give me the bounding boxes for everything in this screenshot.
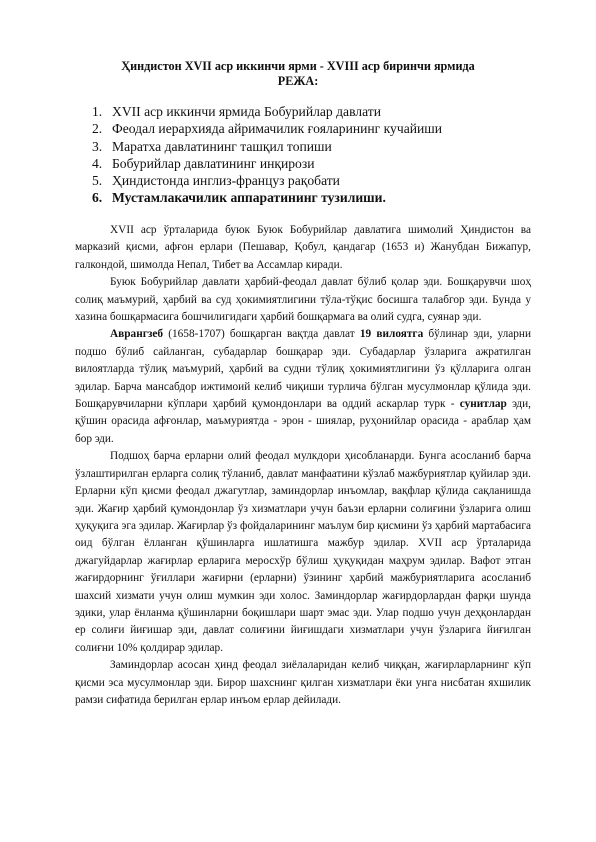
- paragraph-3: [75, 326, 531, 448]
- plan-item-2: [92, 120, 442, 137]
- plan-item-3: [92, 138, 442, 155]
- plan-item-text: Феодал иерархияда айримачилик ғояларининг кучайиши: [112, 121, 443, 137]
- plan-item-text: Мустамлакачилик аппаратининг тузилиши.: [112, 190, 386, 206]
- province-count: 19 вилоятга: [359, 328, 424, 341]
- plan-item-number: 2.: [92, 121, 103, 137]
- title-line-1: Ҳиндистон XVII аср иккинчи ярми - XVIII аср биринчи ярмида: [121, 59, 475, 73]
- term-sunnis: сунитлар: [459, 398, 507, 411]
- paragraph-1: XVII аср ўрталарида буюк Буюк Бобурийлар давлатига шимолий Ҳиндистон ва марказий қисми, афғон ерлари (Пешавар, Қобул, қандагар (1653 и) Жанубдан Бижапур, галкондой, шимолда Непал, Тибет ва Ассамлар киради.: [75, 224, 531, 271]
- plan-item-1: [92, 103, 442, 120]
- plan-item-number: 5.: [92, 173, 103, 189]
- document-body: [75, 222, 531, 709]
- paragraph-2: Буюк Бобурийлар давлати ҳарбий-феодал давлат бўлиб қолар эди. Бошқарувчи шоҳ солиқ маъмурий, ҳарбий ва суд ҳокимиятлигини тўла-тўқис босишга талабгор эди. Бунда у хазина бошқармасига бошчилигидаги ҳарбий бошқармага ва олий судга, суянар эди.: [75, 276, 531, 324]
- plan-item-4: [92, 155, 442, 172]
- plan-item-text: Бобурийлар давлатининг инқирози: [112, 155, 315, 171]
- plan-list: [92, 103, 442, 207]
- plan-item-5: [92, 172, 442, 189]
- paragraph-5: Заминдорлар асосан ҳинд феодал зиёлаларидан келиб чиққан, жағирларларнинг кўп қисми эса мусулмонлар эди. Бирор шахснинг қилган хизматлари ёки унга нисбатан яхшилик рамзи сифатида берилган ерлар инъом ерлар дейилади.: [75, 659, 531, 706]
- paragraph-3-text-b: бўлинар эди, уларни подшо бўлиб сайланган, субадарлар бошқарар эди. Субадарлар ўзларига ажратилган вилоятларда тўлиқ маъмурий, ҳарбий ва судни тўлиқ ҳокимиятлигини ўз қўлларига олган эдилар. Барча мансабдор ижтимоий келиб чиқиши турлича бўлган мусулмонлар қўлида эди. Бошқарувчиларни кўплари ҳарбий қумондонлари ва оддий аскарлар турк -: [75, 328, 532, 411]
- plan-item-number: 6.: [92, 190, 103, 206]
- plan-item-text: XVII аср иккинчи ярмида Бобурийлар давлати: [112, 104, 381, 119]
- document-title: [70, 59, 526, 89]
- plan-item-text: Маратха давлатининг ташқил топиши: [112, 138, 332, 154]
- plan-item-number: 4.: [92, 155, 103, 171]
- title-line-2: [70, 74, 526, 89]
- plan-item-number: 3.: [92, 138, 103, 154]
- name-aurangzeb: Аврангзеб: [110, 328, 164, 341]
- plan-heading: РЕЖА: [277, 74, 315, 88]
- paragraph-3-text-c: эди, қўшин орасида афғонлар, маъмуриятда - эрон - шиялар, руҳонийлар орасида - араблар ҳам бор эди.: [75, 398, 531, 445]
- paragraph-4: Подшоҳ барча ерларни олий феодал мулкдори ҳисобланарди. Бунга асосланиб барча ўзлаштирилган ерларга солиқ тўланиб, давлат манфаатини кўзлаб мажбуриятлар қуйилар эди. Ерларни кўп қисми феодал джагутлар, заминдорлар инъомлар, вақфлар қўлида сақланишда эди. Жағир ҳарбий қумондонлар ўз хизматлари учун баъзи ерларни солиғини ўзларига олиш ҳуқуқига эга эдилар. Жағирлар ўз фойдаларининг маълум бир қисмини ўз ҳарбий мартабасига оид бўлган ёлланган қўшинларга ишлатишга мажбур эдилар. XVII аср ўрталарида джагуйдарлар жағирлар ерларига меросхўр бўлиш ҳуқуқидан маҳрум эдилар. Вафот этган жағирдорнинг ўғиллари жағирни (ерларни) ўзининг ҳарбий мажбуриятларига асосланиб шахсий хизмати учун олиш мумкин эди холос. Заминдорлар жағирдорлардан фарқи шунда эдики, улар ёнланма қўшинларни боқишлари шарт эмас эди. Улар подшо учун деҳқонлардан ер солиғи йиғишар эди, давлат солиғини йиғишдаги хизматлари учун ўзларига йиғилган солиғни 10% қолдирар эдилар.: [75, 450, 531, 654]
- plan-heading-colon: :: [314, 74, 319, 88]
- plan-item-6: [92, 189, 442, 206]
- plan-item-text: Ҳиндистонда инглиз-француз рақобати: [112, 173, 340, 189]
- plan-item-number: 1.: [92, 104, 103, 119]
- paragraph-3-text-a: (1658-1707) бошқарган вақтда давлат: [163, 328, 360, 341]
